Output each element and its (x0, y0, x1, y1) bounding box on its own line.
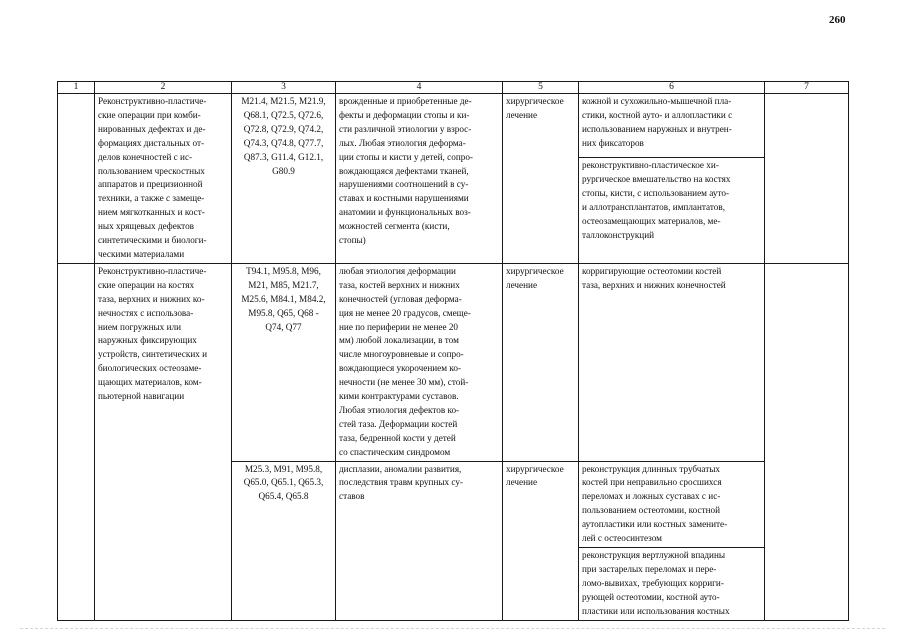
method-cell (579, 263, 765, 461)
icd-codes-text: T94.1, M95.8, M96, M21, M85, M21.7, M25.6, M84.1, M84.2, M95.8, Q65, Q68 - Q74, Q77 (241, 265, 326, 332)
method-text: реконструкция длинных трубчатых костей при неправильно сросшихся переломах и ложных суставах с ис- пользованием остеотомии, костной аутопластики или костных замените- лей с остеосинтезом (582, 463, 728, 544)
diagnosis-cell (336, 263, 503, 461)
treatment-type-cell (503, 263, 579, 461)
method-cell (579, 548, 765, 621)
row-number-cell (58, 94, 95, 264)
treatment-type-cell (503, 94, 579, 264)
method-cell (579, 461, 765, 547)
column-header: 7 (765, 82, 849, 94)
method-text: реконструкция вертлужной впадины при застарелых переломах и пере- ломо-вывихах, требующих корриги- рующей остеотомии, костной ауто- пластики или использования костных (582, 550, 730, 616)
diagnosis-text: любая этиология деформации таза, костей верхних и нижних конечностей (угловая деформа- ция не менее 20 градусов, смеще- ние по периферии не менее 20 мм) любой локализации, в том числе многоуровневые и сопро- вождающиеся укорочением ко- нечности (не менее 30 мм), стой- кими контрактурами суставов. Любая этиология дефектов ко- стей таза. Деформации костей таза, бедренной кости у детей со спастическим синдромом (339, 265, 471, 457)
table-row (58, 263, 849, 461)
scan-edge-line (20, 628, 885, 629)
procedure-group-text: Реконструктивно-пластиче- ские операции на костях таза, верхних и нижних ко- нечностях с использова- нием погружных или наружных фиксирующих устройств, синтетических и биологических остеозаме- щающих материалов, ком- пьютерной навигации (98, 265, 208, 402)
column-header: 5 (503, 82, 579, 94)
icd-codes-cell (232, 461, 336, 620)
method-text: кожной и сухожильно-мышечной пла- стики, костной ауто- и аллопластики с использованием наружных и внутрен- них фиксаторов (582, 96, 733, 148)
column-header: 6 (579, 82, 765, 94)
extra-cell (765, 94, 849, 264)
column-header: 1 (58, 82, 95, 94)
column-header: 3 (232, 82, 336, 94)
treatment-type-cell (503, 461, 579, 620)
icd-codes-text: M21.4, M21.5, M21.9, Q68.1, Q72.5, Q72.6, Q72.8, Q72.9, Q74.2, Q74.3, Q74.8, Q77.7, Q87.3, G11.4, G12.1, G80.9 (241, 96, 326, 176)
page-number: 260 (829, 14, 846, 26)
method-cell (579, 94, 765, 158)
treatment-type-text: хирургическое лечение (506, 96, 564, 120)
method-cell (579, 157, 765, 263)
column-header: 4 (336, 82, 503, 94)
method-text: реконструктивно-пластическое хи- рургическое вмешательство на костях стопы, кисти, с использованием ауто- и аллотрансплантатов, имплантатов, остеозамещающих материалов, ме- таллоконструкций (582, 159, 731, 240)
diagnosis-cell (336, 461, 503, 620)
diagnosis-text: врожденные и приобретенные де- фекты и деформации стопы и ки- сти различной этиологии у взрос- лых. Любая этиология деформа- ции стопы и кисти у детей, сопро- вождающаяся дефектами тканей, нарушениями соотношений в су- ставах и костными нарушениями анатомии и функциональных воз- можностей сегмента (кисти, стопы) (339, 96, 473, 246)
treatment-type-text: хирургическое лечение (506, 265, 564, 290)
method-text: корригирующие остеотомии костей таза, верхних и нижних конечностей (582, 265, 726, 290)
treatment-type-text: хирургическое лечение (506, 463, 564, 488)
medical-procedures-table (57, 81, 849, 621)
procedure-group-cell (95, 94, 232, 264)
table-header-row (58, 82, 849, 94)
extra-cell (765, 263, 849, 620)
diagnosis-cell (336, 94, 503, 264)
procedure-group-cell (95, 263, 232, 620)
icd-codes-cell (232, 94, 336, 264)
icd-codes-text: M25.3, M91, M95.8, Q65.0, Q65.1, Q65.3, Q65.4, Q65.8 (243, 463, 324, 502)
diagnosis-text: дисплазии, аномалии развития, последствия травм крупных су- ставов (339, 463, 464, 502)
column-header: 2 (95, 82, 232, 94)
table-row (58, 94, 849, 158)
row-number-cell (58, 263, 95, 620)
procedure-group-text: Реконструктивно-пластиче- ские операции при комби- нированных дефектах и де- формациях дистальных от- делов конечностей с ис- пользованием чрескостных аппаратов и прецизионной техники, а также с замеще- нием мягкотканных и кост- ных хрящевых дефектов синтетическими и биологи- ческими материалами (98, 96, 207, 259)
icd-codes-cell (232, 263, 336, 461)
